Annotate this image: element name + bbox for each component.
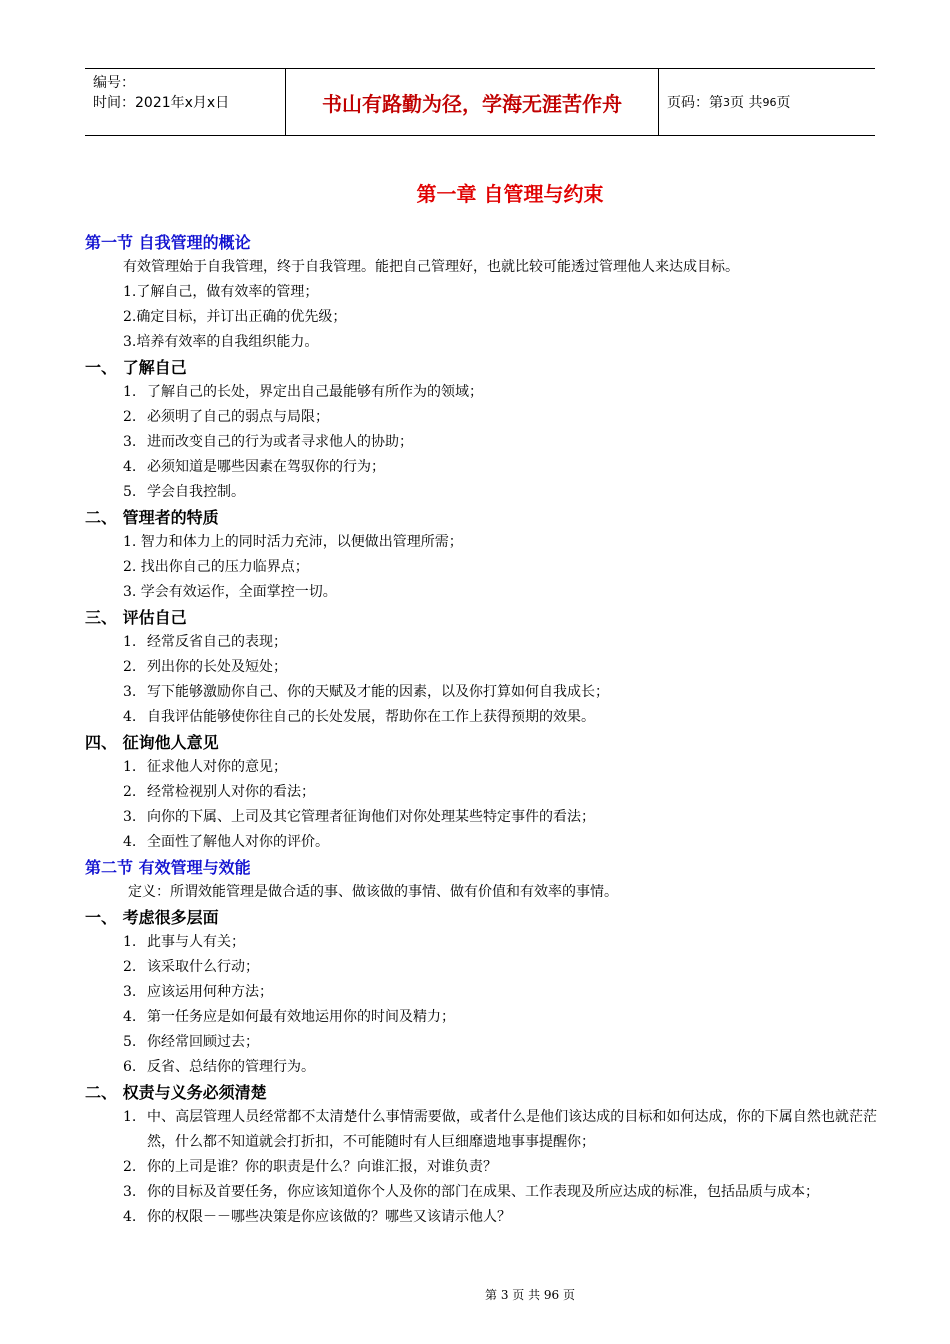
number-label: 编号：: [93, 75, 135, 91]
section-1-item: 2.确定目标，并订出正确的优先级；: [123, 309, 347, 325]
list-item: 3. 向你的下属、上司及其它管理者征询他们对你处理某些特定事件的看法；: [123, 809, 595, 825]
list-item: 1. 了解自己的长处，界定出自己最能够有所作为的领域；: [123, 384, 483, 400]
section-1-item: 1.了解自己，做有效率的管理；: [123, 284, 319, 300]
part-1-title: 一、 了解自己: [85, 358, 187, 377]
list-item: 2. 你的上司是谁？你的职责是什么？向谁汇报，对谁负责？: [123, 1159, 497, 1175]
list-item: 3. 学会有效运作，全面掌控一切。: [123, 584, 337, 600]
list-item: 1. 中、高层管理人员经常都不太清楚什么事情需要做，或者什么是他们该达成的目标和如何达成，你的下属自然也就茫茫然，什么都不知道就会打折扣，不可能随时有人巨细靡遗地事事提醒你；: [123, 1109, 877, 1150]
part-4-title: 四、 征询他人意见: [85, 733, 219, 752]
page-suffix: 页: [776, 95, 791, 111]
list-item: 4. 第一任务应是如何最有效地运用你的时间及精力；: [123, 1009, 455, 1025]
list-item: 1. 征求他人对你的意见；: [123, 759, 287, 775]
list-item: 3. 写下能够激励你自己、你的天赋及才能的因素，以及你打算如何自我成长；: [123, 684, 609, 700]
list-item: 2. 经常检视别人对你的看法；: [123, 784, 315, 800]
list-item: 3. 进而改变自己的行为或者寻求他人的协助；: [123, 434, 413, 450]
header-meta: [85, 69, 285, 135]
chapter-title: 第一章 自管理与约束: [416, 182, 604, 206]
time-label: 时间：2021年x月x日: [93, 95, 230, 111]
page-prefix: 页码：第: [667, 95, 723, 111]
section-1-title: 第一节 自我管理的概论: [85, 233, 251, 252]
list-item: 6. 反省、总结你的管理行为。: [123, 1059, 315, 1075]
list-item: 1. 此事与人有关；: [123, 934, 245, 950]
list-item: 4. 必须知道是哪些因素在驾驭你的行为；: [123, 459, 385, 475]
page-footer: 第 3 页 共 96 页: [485, 1288, 575, 1302]
page-content: [85, 230, 877, 1230]
list-item: 1. 经常反省自己的表现；: [123, 634, 287, 650]
list-item: 2. 必须明了自己的弱点与局限；: [123, 409, 329, 425]
list-item: 5. 学会自我控制。: [123, 484, 245, 500]
header-motto: 书山有路勤为径，学海无涯苦作舟: [285, 69, 659, 135]
list-item: 5. 你经常回顾过去；: [123, 1034, 259, 1050]
list-item: 4. 全面性了解他人对你的评价。: [123, 834, 329, 850]
document-header: [85, 68, 875, 136]
part-2-title: 二、 管理者的特质: [85, 508, 219, 527]
section-2-title: 第二节 有效管理与效能: [85, 858, 251, 877]
section-1-intro: 有效管理始于自我管理，终于自我管理。能把自己管理好，也就比较可能透过管理他人来达成目标。: [123, 259, 739, 275]
list-item: 3. 你的目标及首要任务，你应该知道你个人及你的部门在成果、工作表现及所应达成的标准，包括品质与成本；: [123, 1184, 819, 1200]
list-item: 4. 自我评估能够使你往自己的长处发展，帮助你在工作上获得预期的效果。: [123, 709, 595, 725]
part-q1-title: 一、 考虑很多层面: [85, 908, 219, 927]
header-page-info: [659, 69, 875, 135]
list-item: 2. 列出你的长处及短处；: [123, 659, 287, 675]
list-item: 3. 应该运用何种方法；: [123, 984, 273, 1000]
page-mid: 页 共: [730, 95, 763, 111]
list-item: 2. 该采取什么行动；: [123, 959, 259, 975]
part-3-title: 三、 评估自己: [85, 608, 187, 627]
page-number: 3: [723, 95, 730, 109]
part-q2-title: 二、 权责与义务必须清楚: [85, 1083, 267, 1102]
section-2-definition: 定义：所谓效能管理是做合适的事、做该做的事情、做有价值和有效率的事情。: [128, 884, 618, 900]
section-1-item: 3.培养有效率的自我组织能力。: [123, 334, 319, 350]
list-item: 1. 智力和体力上的同时活力充沛，以便做出管理所需；: [123, 534, 463, 550]
list-item: 2. 找出你自己的压力临界点；: [123, 559, 309, 575]
page-total: 96: [762, 95, 777, 109]
list-item: 4. 你的权限－－哪些决策是你应该做的？哪些又该请示他人？: [123, 1209, 511, 1225]
